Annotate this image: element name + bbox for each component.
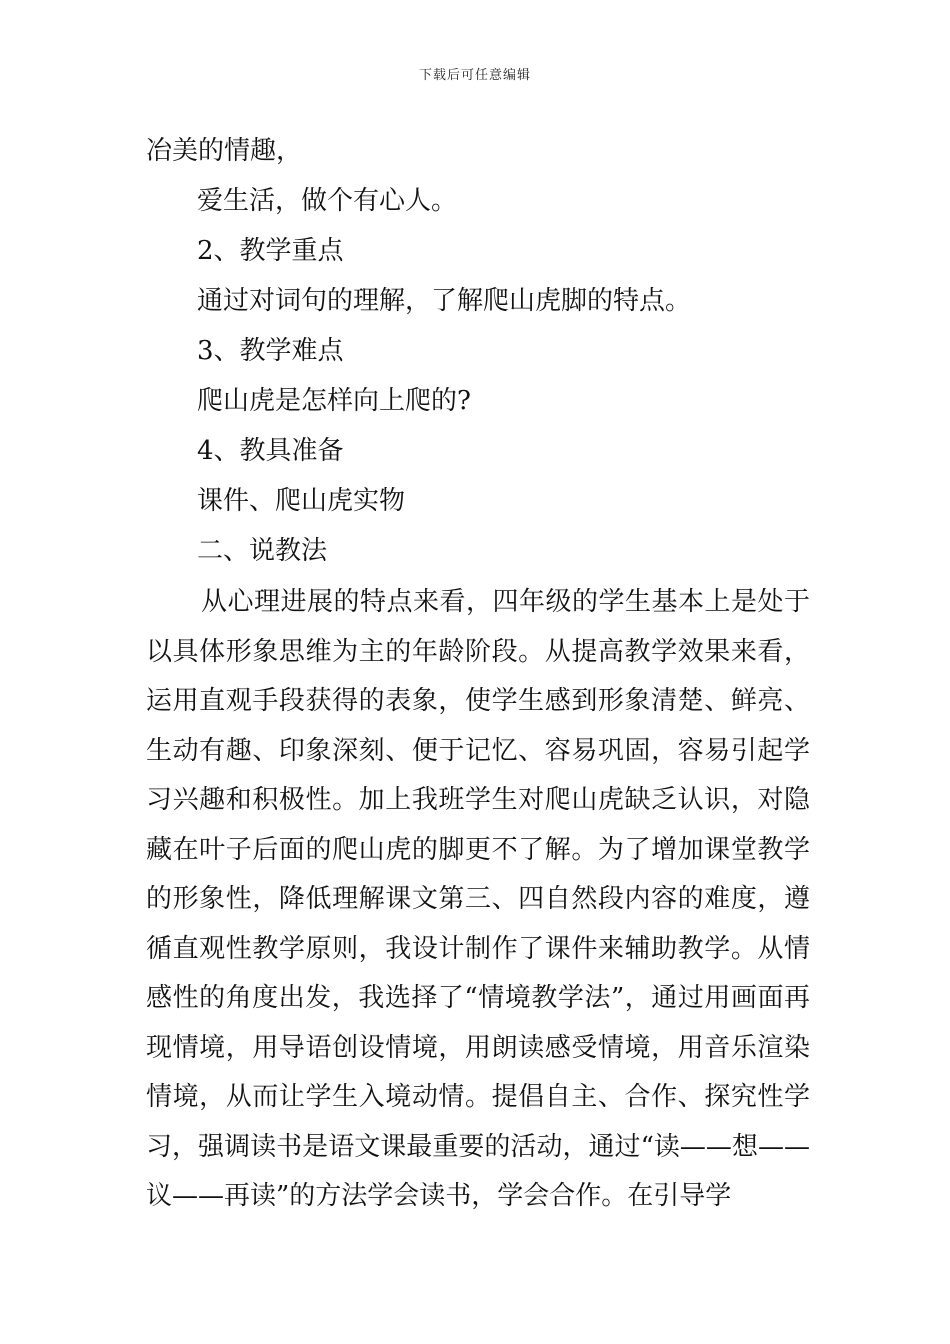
text-line-continuation: 冶美的情趣， xyxy=(146,136,303,166)
text-line-teaching-focus: 通过对词句的理解，了解爬山虎脚的特点。 xyxy=(197,286,692,316)
section-heading-teaching-aids: 4、教具准备 xyxy=(197,436,344,466)
section-heading-teaching-difficulty: 3、教学难点 xyxy=(197,336,344,366)
text-line-teaching-difficulty: 爬山虎是怎样向上爬的? xyxy=(197,386,471,416)
text-line-teaching-aids: 课件、爬山虎实物 xyxy=(197,486,406,516)
page-header: 下载后可任意编辑 xyxy=(418,68,531,83)
text-line-love-life: 爱生活，做个有心人。 xyxy=(197,186,458,216)
body-paragraph-teaching-methods: 从心理进展的特点来看，四年级的学生基本上是处于以具体形象思维为主的年龄阶段。从提高教学效果来看，运用直观手段获得的表象，使学生感到形象清楚、鲜亮、生动有趣、印象深刻、便于记忆、容易巩固，容易引起学习兴趣和积极性。加上我班学生对爬山虎缺乏认识，对隐藏在叶子后面的爬山虎的脚更不了解。为了增加课堂教学的形象性，降低理解课文第三、四自然段内容的难度，遵循直观性教学原则，我设计制作了课件来辅助教学。从情感性的角度出发，我选择了“情境教学法”，通过用画面再现情境，用导语创设情境，用朗读感受情境，用音乐渲染情境，从而让学生入境动情。提倡自主、合作、探究性学习，强调读书是语文课最重要的活动，通过“读——想——议——再读”的方法学会读书，学会合作。在引导学 xyxy=(146,587,810,1211)
section-heading-teaching-methods: 二、说教法 xyxy=(197,536,328,566)
document-body xyxy=(146,126,810,1222)
section-heading-teaching-focus: 2、教学重点 xyxy=(197,236,344,266)
